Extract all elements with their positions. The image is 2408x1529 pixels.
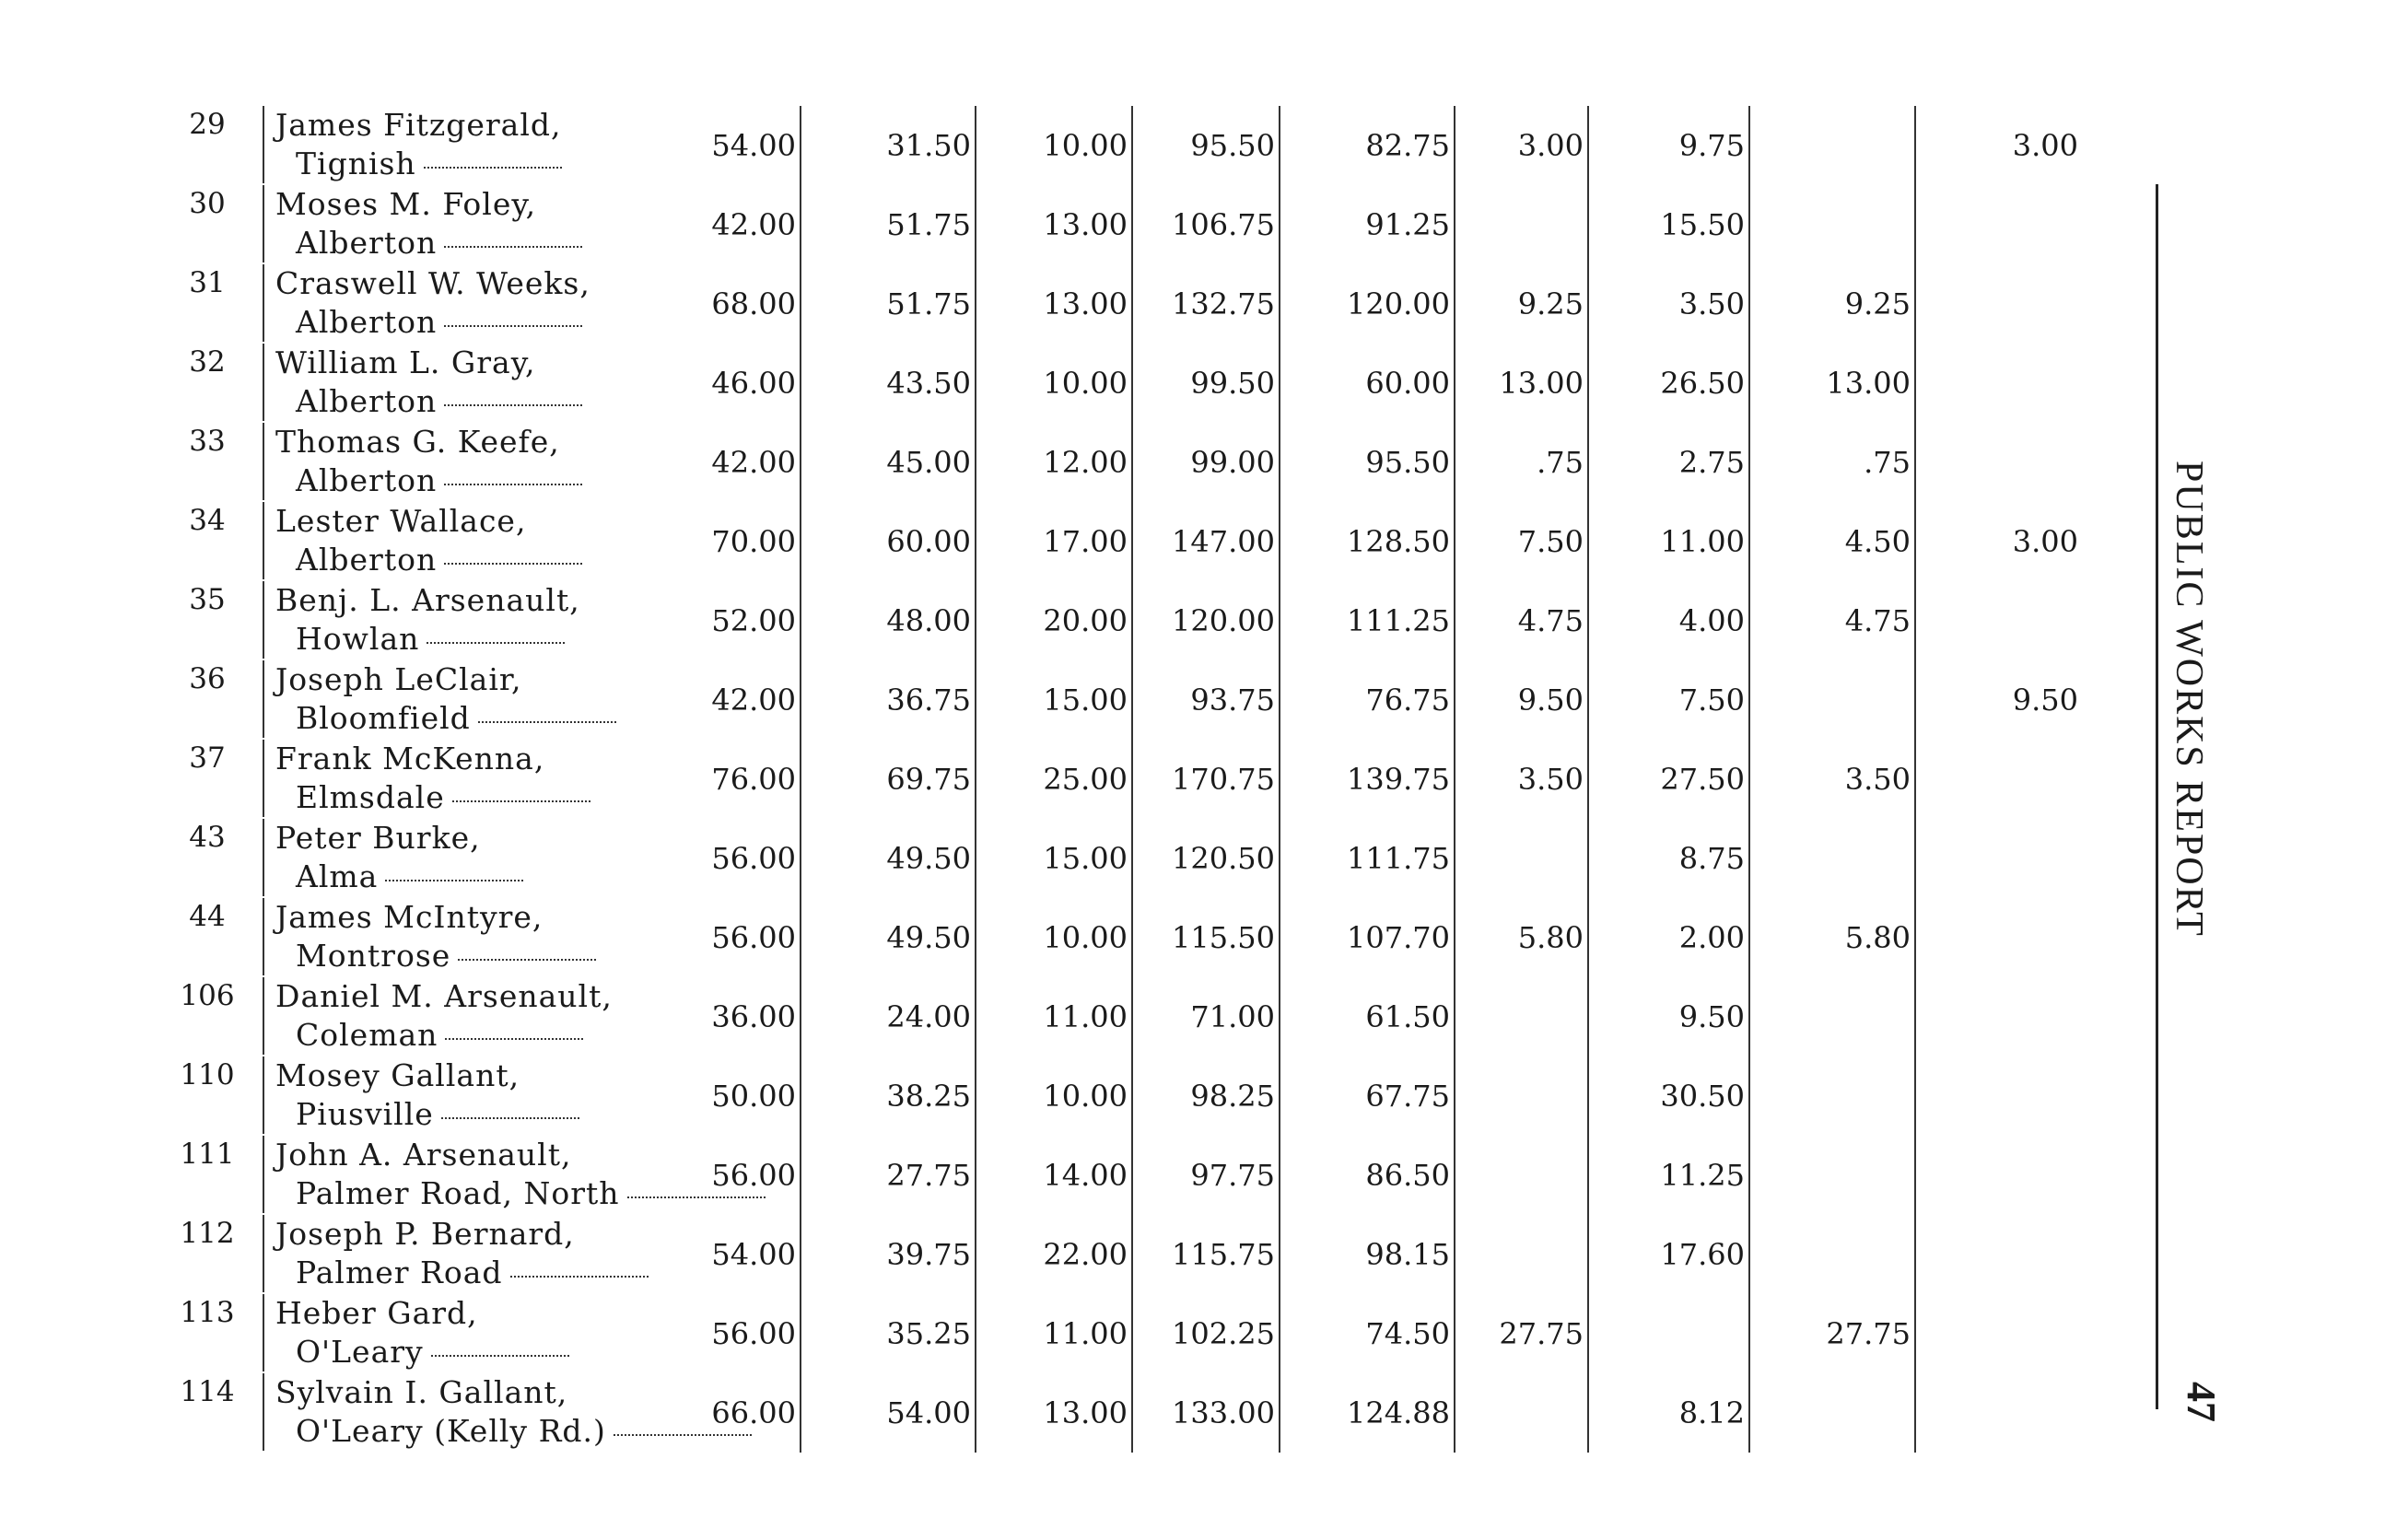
place-line: [275, 541, 662, 579]
amount-cell: 91.25: [1308, 185, 1455, 264]
person-name: Frank McKenna,: [275, 741, 545, 776]
amount-cell: 45.00: [811, 423, 976, 502]
amount-cell: 3.50: [1465, 740, 1589, 819]
amount-cell: 10.00: [986, 106, 1133, 185]
table-row: [0, 581, 2408, 660]
amount-cell: [1778, 977, 1916, 1056]
row-number: 30: [189, 187, 226, 220]
amount-cell: 11.00: [986, 1294, 1133, 1373]
amount-cell: 86.50: [1308, 1136, 1455, 1215]
amount-cell: 9.75: [1621, 106, 1750, 185]
place-line: [275, 1016, 662, 1055]
side-title: PUBLIC WORKS REPORT: [2168, 461, 2210, 938]
table-row: [0, 185, 2408, 264]
amount-cell: 49.50: [811, 898, 976, 977]
amount-cell: 27.75: [1465, 1294, 1589, 1373]
amount-cell: .75: [1778, 423, 1916, 502]
amount-cell: 3.50: [1621, 264, 1750, 344]
amount-cell: [1944, 185, 2082, 264]
amount-cell: [1944, 740, 2082, 819]
amount-cell: 27.50: [1621, 740, 1750, 819]
amount-cell: 27.75: [1778, 1294, 1916, 1373]
amount-cell: 99.50: [1142, 344, 1280, 423]
dot-leader: [444, 484, 582, 485]
amount-cell: 2.00: [1621, 898, 1750, 977]
amount-cell: 111.75: [1308, 819, 1455, 898]
amount-cell: 8.75: [1621, 819, 1750, 898]
table-row: [0, 1056, 2408, 1136]
place-name: Bloomfield: [296, 700, 471, 736]
amount-cell: 15.00: [986, 819, 1133, 898]
amount-cell: 11.00: [1621, 502, 1750, 581]
amount-cell: 9.25: [1778, 264, 1916, 344]
amount-cell: [1944, 423, 2082, 502]
amount-cell: [1465, 1215, 1589, 1294]
amount-cell: 13.00: [1778, 344, 1916, 423]
amount-cell: 74.50: [1308, 1294, 1455, 1373]
name-cell: [263, 185, 662, 263]
amount-cell: 10.00: [986, 1056, 1133, 1136]
amount-cell: 60.00: [811, 502, 976, 581]
dot-leader: [478, 721, 616, 723]
amount-cell: [1465, 1136, 1589, 1215]
dot-leader: [385, 880, 523, 881]
place-name: Palmer Road, North: [296, 1175, 620, 1211]
amount-cell: [1778, 1215, 1916, 1294]
place-name: Montrose: [296, 938, 451, 974]
person-name: Peter Burke,: [275, 820, 481, 856]
table-row: [0, 819, 2408, 898]
amount-cell: [1465, 1056, 1589, 1136]
amount-cell: [1944, 898, 2082, 977]
amount-cell: [1944, 1294, 2082, 1373]
amount-cell: 70.00: [663, 502, 801, 581]
name-cell: [263, 264, 662, 342]
place-line: [275, 778, 662, 817]
amount-cell: 2.75: [1621, 423, 1750, 502]
amount-cell: 76.00: [663, 740, 801, 819]
amount-cell: 9.50: [1621, 977, 1750, 1056]
row-number: 43: [189, 821, 226, 854]
amount-cell: [1778, 185, 1916, 264]
amount-cell: 17.60: [1621, 1215, 1750, 1294]
amount-cell: 8.12: [1621, 1373, 1750, 1453]
table-row: [0, 1373, 2408, 1453]
dot-leader: [444, 325, 582, 327]
amount-cell: 111.25: [1308, 581, 1455, 660]
table-row: [0, 264, 2408, 344]
name-cell: [263, 1215, 662, 1292]
amount-cell: [1944, 344, 2082, 423]
amount-cell: [1944, 1136, 2082, 1215]
dot-leader: [441, 1117, 579, 1119]
amount-cell: 31.50: [811, 106, 976, 185]
amount-cell: 124.88: [1308, 1373, 1455, 1453]
person-name: Lester Wallace,: [275, 503, 527, 539]
amount-cell: 48.00: [811, 581, 976, 660]
place-line: [275, 858, 662, 896]
amount-cell: 71.00: [1142, 977, 1280, 1056]
amount-cell: 14.00: [986, 1136, 1133, 1215]
row-number: 36: [189, 662, 226, 695]
amount-cell: 107.70: [1308, 898, 1455, 977]
dot-leader: [424, 167, 562, 169]
amount-cell: 68.00: [663, 264, 801, 344]
amount-cell: 13.00: [986, 185, 1133, 264]
person-name: Mosey Gallant,: [275, 1057, 520, 1093]
amount-cell: [1778, 660, 1916, 740]
table-row: [0, 106, 2408, 185]
dot-leader: [431, 1355, 569, 1357]
amount-cell: 56.00: [663, 819, 801, 898]
place-line: [275, 1412, 662, 1451]
place-name: Howlan: [296, 621, 420, 657]
row-number: 110: [180, 1058, 235, 1091]
person-name: John A. Arsenault,: [275, 1137, 572, 1173]
amount-cell: 4.75: [1778, 581, 1916, 660]
amount-cell: [1944, 1056, 2082, 1136]
amount-cell: 128.50: [1308, 502, 1455, 581]
amount-cell: [1944, 977, 2082, 1056]
person-name: Moses M. Foley,: [275, 186, 537, 222]
place-name: Alberton: [296, 542, 438, 578]
name-cell: [263, 423, 662, 500]
amount-cell: [1778, 106, 1916, 185]
amount-cell: 11.00: [986, 977, 1133, 1056]
amount-cell: 13.00: [986, 1373, 1133, 1453]
dot-leader: [444, 246, 582, 248]
amount-cell: 49.50: [811, 819, 976, 898]
amount-cell: 17.00: [986, 502, 1133, 581]
place-line: [275, 620, 662, 659]
amount-cell: 93.75: [1142, 660, 1280, 740]
amount-cell: 51.75: [811, 185, 976, 264]
amount-cell: 51.75: [811, 264, 976, 344]
place-line: [275, 382, 662, 421]
name-cell: [263, 1056, 662, 1134]
amount-cell: [1944, 1215, 2082, 1294]
place-name: Elmsdale: [296, 779, 445, 815]
person-name: James McIntyre,: [275, 899, 544, 935]
amount-cell: 12.00: [986, 423, 1133, 502]
amount-cell: 76.75: [1308, 660, 1455, 740]
page-number: 47: [2179, 1382, 2224, 1422]
name-cell: [263, 977, 662, 1055]
place-line: [275, 1174, 662, 1213]
amount-cell: 42.00: [663, 660, 801, 740]
place-name: Alma: [296, 858, 379, 894]
amount-cell: 5.80: [1778, 898, 1916, 977]
amount-cell: 56.00: [663, 1136, 801, 1215]
amount-cell: 82.75: [1308, 106, 1455, 185]
amount-cell: 9.50: [1465, 660, 1589, 740]
table-row: [0, 898, 2408, 977]
place-line: [275, 937, 662, 975]
place-line: [275, 224, 662, 263]
amount-cell: [1778, 1136, 1916, 1215]
amount-cell: 5.80: [1465, 898, 1589, 977]
amount-cell: 26.50: [1621, 344, 1750, 423]
amount-cell: [1778, 819, 1916, 898]
person-name: Craswell W. Weeks,: [275, 265, 590, 301]
place-line: [275, 1333, 662, 1371]
amount-cell: 24.00: [811, 977, 976, 1056]
amount-cell: 98.25: [1142, 1056, 1280, 1136]
person-name: James Fitzgerald,: [275, 107, 562, 143]
amount-cell: 56.00: [663, 898, 801, 977]
amount-cell: 60.00: [1308, 344, 1455, 423]
amount-cell: 95.50: [1308, 423, 1455, 502]
amount-cell: [1621, 1294, 1750, 1373]
amount-cell: 22.00: [986, 1215, 1133, 1294]
place-name: Piusville: [296, 1096, 434, 1132]
amount-cell: 3.50: [1778, 740, 1916, 819]
row-number: 44: [189, 900, 226, 933]
amount-cell: 36.75: [811, 660, 976, 740]
amount-cell: 132.75: [1142, 264, 1280, 344]
name-cell: [263, 1373, 662, 1451]
place-name: Palmer Road: [296, 1255, 503, 1290]
person-name: Joseph LeClair,: [275, 661, 522, 697]
amount-cell: 20.00: [986, 581, 1133, 660]
row-number: 106: [180, 979, 235, 1012]
amount-cell: 54.00: [663, 1215, 801, 1294]
amount-cell: 25.00: [986, 740, 1133, 819]
amount-cell: 115.50: [1142, 898, 1280, 977]
amount-cell: 27.75: [811, 1136, 976, 1215]
place-name: Coleman: [296, 1017, 438, 1053]
amount-cell: 10.00: [986, 898, 1133, 977]
amount-cell: 4.00: [1621, 581, 1750, 660]
place-name: Alberton: [296, 383, 438, 419]
row-number: 111: [180, 1138, 235, 1171]
place-line: [275, 699, 662, 738]
amount-cell: 97.75: [1142, 1136, 1280, 1215]
table-row: [0, 344, 2408, 423]
table-row: [0, 1294, 2408, 1373]
amount-cell: 95.50: [1142, 106, 1280, 185]
amount-cell: [1778, 1056, 1916, 1136]
amount-cell: 7.50: [1621, 660, 1750, 740]
amount-cell: 3.00: [2012, 128, 2078, 163]
amount-cell: 13.00: [1465, 344, 1589, 423]
amount-cell: 66.00: [663, 1373, 801, 1453]
amount-cell: 7.50: [1465, 502, 1589, 581]
row-number: 37: [189, 741, 226, 775]
person-name: Sylvain I. Gallant,: [275, 1374, 568, 1410]
place-name: Tignish: [296, 146, 416, 181]
place-name: O'Leary (Kelly Rd.): [296, 1413, 606, 1449]
amount-cell: 120.50: [1142, 819, 1280, 898]
amount-cell: 56.00: [663, 1294, 801, 1373]
table-row: [0, 423, 2408, 502]
amount-cell: .75: [1465, 423, 1589, 502]
amount-cell: [1465, 977, 1589, 1056]
amount-cell: 42.00: [663, 185, 801, 264]
row-number: 33: [189, 425, 226, 458]
amount-cell: 102.25: [1142, 1294, 1280, 1373]
amount-cell: 35.25: [811, 1294, 976, 1373]
amount-cell: 147.00: [1142, 502, 1280, 581]
row-number: 114: [180, 1375, 235, 1408]
dot-leader: [444, 404, 582, 406]
row-number: 34: [189, 504, 226, 537]
amount-cell: 13.00: [986, 264, 1133, 344]
amount-cell: [1944, 264, 2082, 344]
amount-cell: 42.00: [663, 423, 801, 502]
table-row: [0, 1215, 2408, 1294]
place-line: [275, 1254, 662, 1292]
name-cell: [263, 1294, 662, 1371]
amount-cell: 3.00: [2012, 524, 2078, 559]
table-row: [0, 502, 2408, 581]
amount-cell: 43.50: [811, 344, 976, 423]
table-row: [0, 1136, 2408, 1215]
dot-leader: [445, 1038, 583, 1040]
amount-cell: 67.75: [1308, 1056, 1455, 1136]
amount-cell: 120.00: [1308, 264, 1455, 344]
name-cell: [263, 1136, 662, 1213]
amount-cell: 54.00: [663, 106, 801, 185]
table-row: [0, 660, 2408, 740]
place-name: Alberton: [296, 225, 438, 261]
amount-cell: 106.75: [1142, 185, 1280, 264]
place-name: Alberton: [296, 304, 438, 340]
name-cell: [263, 660, 662, 738]
amount-cell: 9.50: [2012, 683, 2078, 718]
name-cell: [263, 344, 662, 421]
place-line: [275, 461, 662, 500]
amount-cell: 3.00: [1465, 106, 1589, 185]
amount-cell: 11.25: [1621, 1136, 1750, 1215]
amount-cell: 139.75: [1308, 740, 1455, 819]
person-name: William L. Gray,: [275, 344, 536, 380]
amount-cell: [1465, 819, 1589, 898]
amount-cell: 9.25: [1465, 264, 1589, 344]
table-row: [0, 740, 2408, 819]
place-name: O'Leary: [296, 1334, 424, 1370]
amount-cell: 52.00: [663, 581, 801, 660]
row-number: 31: [189, 266, 226, 299]
person-name: Benj. L. Arsenault,: [275, 582, 580, 618]
amount-cell: 46.00: [663, 344, 801, 423]
amount-cell: 115.75: [1142, 1215, 1280, 1294]
place-line: [275, 145, 662, 183]
row-number: 29: [189, 108, 226, 141]
name-cell: [263, 581, 662, 659]
amount-cell: 4.75: [1465, 581, 1589, 660]
amount-cell: 38.25: [811, 1056, 976, 1136]
person-name: Daniel M. Arsenault,: [275, 978, 613, 1014]
amount-cell: [1778, 1373, 1916, 1453]
dot-leader: [427, 642, 565, 644]
amount-cell: 15.50: [1621, 185, 1750, 264]
amount-cell: 99.00: [1142, 423, 1280, 502]
person-name: Heber Gard,: [275, 1295, 478, 1331]
dot-leader: [444, 563, 582, 565]
dot-leader: [458, 959, 596, 961]
amount-cell: 61.50: [1308, 977, 1455, 1056]
amount-cell: 15.00: [986, 660, 1133, 740]
amount-cell: 98.15: [1308, 1215, 1455, 1294]
amount-cell: [1944, 581, 2082, 660]
row-number: 113: [180, 1296, 235, 1329]
row-number: 112: [180, 1217, 235, 1250]
amount-cell: [1465, 1373, 1589, 1453]
amount-cell: 50.00: [663, 1056, 801, 1136]
name-cell: [263, 502, 662, 579]
amount-cell: 54.00: [811, 1373, 976, 1453]
amount-cell: 4.50: [1778, 502, 1916, 581]
place-name: Alberton: [296, 462, 438, 498]
amount-cell: 69.75: [811, 740, 976, 819]
amount-cell: 39.75: [811, 1215, 976, 1294]
name-cell: [263, 819, 662, 896]
amount-cell: 133.00: [1142, 1373, 1280, 1453]
dot-leader: [452, 800, 590, 802]
amount-cell: 30.50: [1621, 1056, 1750, 1136]
amount-cell: [1465, 185, 1589, 264]
amount-cell: [1944, 1373, 2082, 1453]
name-cell: [263, 106, 662, 183]
amount-cell: 10.00: [986, 344, 1133, 423]
person-name: Joseph P. Bernard,: [275, 1216, 575, 1252]
place-line: [275, 303, 662, 342]
row-number: 35: [189, 583, 226, 616]
amount-cell: [1944, 819, 2082, 898]
place-line: [275, 1095, 662, 1134]
row-number: 32: [189, 345, 226, 379]
amount-cell: 170.75: [1142, 740, 1280, 819]
table-row: [0, 977, 2408, 1056]
name-cell: [263, 740, 662, 817]
amount-cell: 36.00: [663, 977, 801, 1056]
dot-leader: [510, 1276, 649, 1278]
person-name: Thomas G. Keefe,: [275, 424, 560, 460]
amount-cell: 120.00: [1142, 581, 1280, 660]
name-cell: [263, 898, 662, 975]
